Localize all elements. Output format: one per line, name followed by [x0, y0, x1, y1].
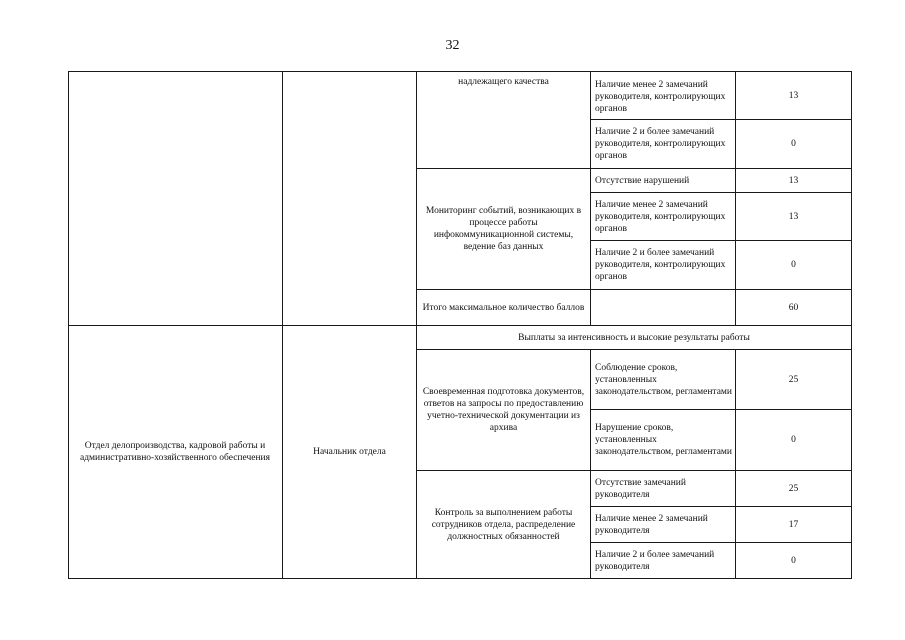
points-cell: 17	[788, 519, 799, 530]
indicator-cell: надлежащего качества	[458, 77, 549, 87]
page-number: 32	[445, 38, 460, 53]
indicator-cell: Своевременная подготовка документов, ответов на запросы по предоставлению учетно-технической документации из архива	[422, 387, 585, 433]
indicator-cell: Контроль за выполнением работы сотрудников отдела, распределение должностных обязанностей	[431, 507, 576, 542]
criteria-cell: Наличие 2 и более замечаний руководителя, контролирующих органов	[595, 127, 726, 161]
department-cell: Отдел делопроизводства, кадровой работы и административно-хозяйственного обеспечения	[79, 441, 271, 463]
criteria-cell: Наличие менее 2 замечаний руководителя	[595, 513, 708, 536]
points-cell: 25	[788, 483, 799, 494]
points-cell: 13	[788, 90, 799, 101]
criteria-cell: Отсутствие замечаний руководителя	[595, 477, 686, 500]
criteria-cell: Наличие менее 2 замечаний руководителя, контролирующих органов	[595, 199, 726, 234]
criteria-cell: Наличие 2 и более замечаний руководителя, контролирующих органов	[595, 248, 726, 282]
table-border-right	[851, 71, 852, 579]
points-cell: 0	[791, 435, 796, 445]
total-label: Итого максимальное количество баллов	[422, 302, 585, 313]
criteria-cell: Нарушение сроков, установленных законодательством, регламентами	[595, 423, 733, 457]
points-cell: 13	[788, 211, 799, 222]
total-criteria	[591, 290, 733, 325]
column-divider	[416, 71, 417, 579]
table-border-left	[68, 71, 69, 579]
criteria-cell: Соблюдение сроков, установленных законодательством, регламентами	[595, 362, 733, 397]
indicator-cell: Мониторинг событий, возникающих в процессе работы инфокоммуникационной системы, ведение баз данных	[425, 206, 582, 252]
total-points: 60	[788, 302, 799, 313]
criteria-cell: Наличие менее 2 замечаний руководителя, контролирующих органов	[595, 80, 726, 114]
points-cell: 13	[788, 175, 799, 186]
criteria-cell: Наличие 2 и более замечаний руководителя	[595, 549, 715, 572]
criteria-cell: Отсутствие нарушений	[595, 175, 690, 186]
points-cell: 0	[791, 260, 796, 270]
position-cell: Начальник отдела	[313, 447, 386, 457]
section-header: Выплаты за интенсивность и высокие результаты работы	[518, 332, 750, 343]
points-cell: 25	[788, 374, 799, 385]
points-cell: 0	[791, 139, 796, 149]
points-cell: 0	[791, 555, 796, 566]
